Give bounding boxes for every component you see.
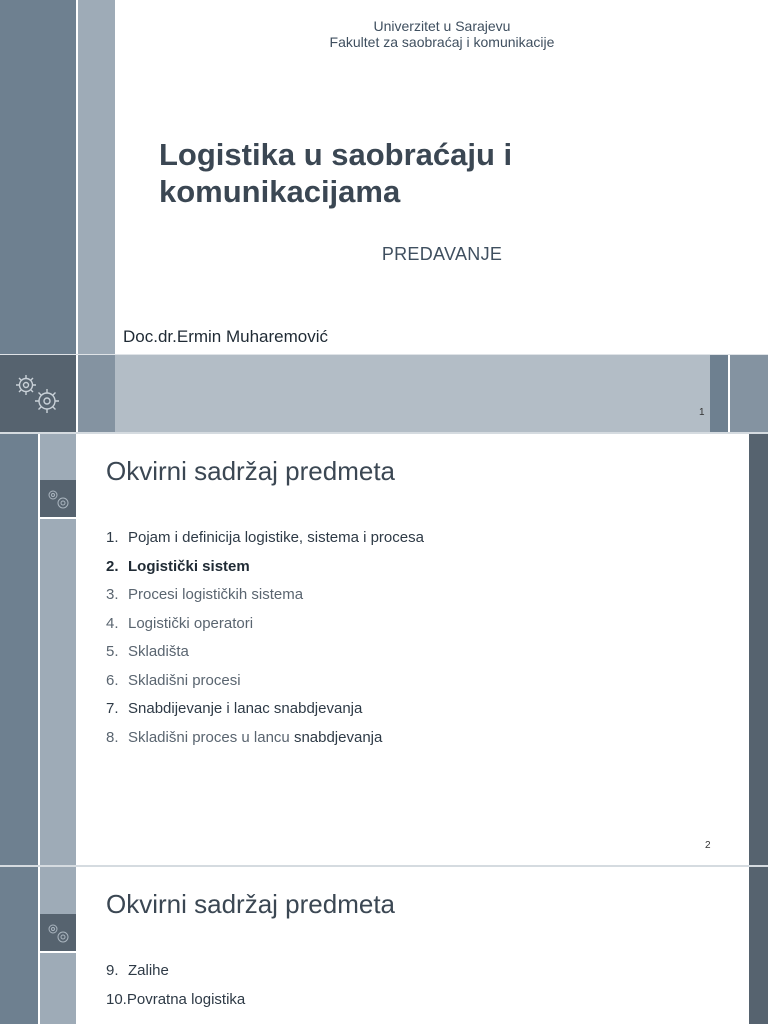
band-dark-accent (710, 355, 728, 432)
author-name: Doc.dr.Ermin Muharemović (123, 327, 329, 346)
band-mid (78, 355, 115, 432)
list-item: 3. Procesi logističkih sistema (106, 586, 304, 603)
icon-box (40, 914, 76, 951)
slide-title (159, 136, 719, 210)
page-number: 2 (705, 840, 711, 851)
list-item: 2. Logistički sistem (106, 557, 250, 575)
list-item: 5. Skladišta (106, 643, 189, 660)
left-dark-bar (0, 867, 38, 1024)
contents-slide-continued (0, 867, 768, 1024)
title-slide (0, 0, 768, 432)
icon-box (0, 355, 76, 432)
slide-heading: Okvirni sadržaj predmeta (106, 889, 395, 919)
contents-list (106, 524, 424, 752)
title-line-1: Logistika u saobraćaju i (159, 137, 513, 172)
list-item: 4. Logistički operatori (106, 614, 254, 632)
left-dark-bar (0, 0, 76, 354)
gears-icon (0, 355, 76, 432)
university-name: Univerzitet u Sarajevu (373, 18, 511, 34)
list-item: 9. Zalihe (106, 962, 169, 979)
title-line-2: komunikacijama (159, 174, 401, 209)
page-number: 1 (699, 407, 705, 418)
list-item: 7. Snabdijevanje i lanac snabdjevanja (106, 700, 363, 717)
right-strip (749, 867, 768, 1024)
slide-heading: Okvirni sadržaj predmeta (106, 456, 395, 486)
list-item: 8. Skladišni proces u lancu snabdjevanja (106, 728, 383, 746)
band-right (730, 355, 768, 432)
faculty-name: Fakultet za saobraćaj i komunikacije (329, 34, 555, 50)
left-mid-bar (78, 0, 115, 354)
band-light (115, 355, 710, 432)
right-strip (749, 434, 768, 865)
contents-slide (0, 434, 768, 865)
left-dark-bar (0, 434, 38, 865)
contents-list (106, 957, 245, 1014)
icon-box (40, 480, 76, 517)
gears-icon (40, 914, 76, 951)
subtitle: PREDAVANJE (381, 244, 503, 264)
list-item: 6. Skladišni procesi (106, 671, 241, 689)
list-item: 10.Povratna logistika (106, 990, 246, 1008)
list-item: 1. Pojam i definicija logistike, sistema i procesa (106, 529, 424, 546)
gears-icon (40, 480, 76, 517)
